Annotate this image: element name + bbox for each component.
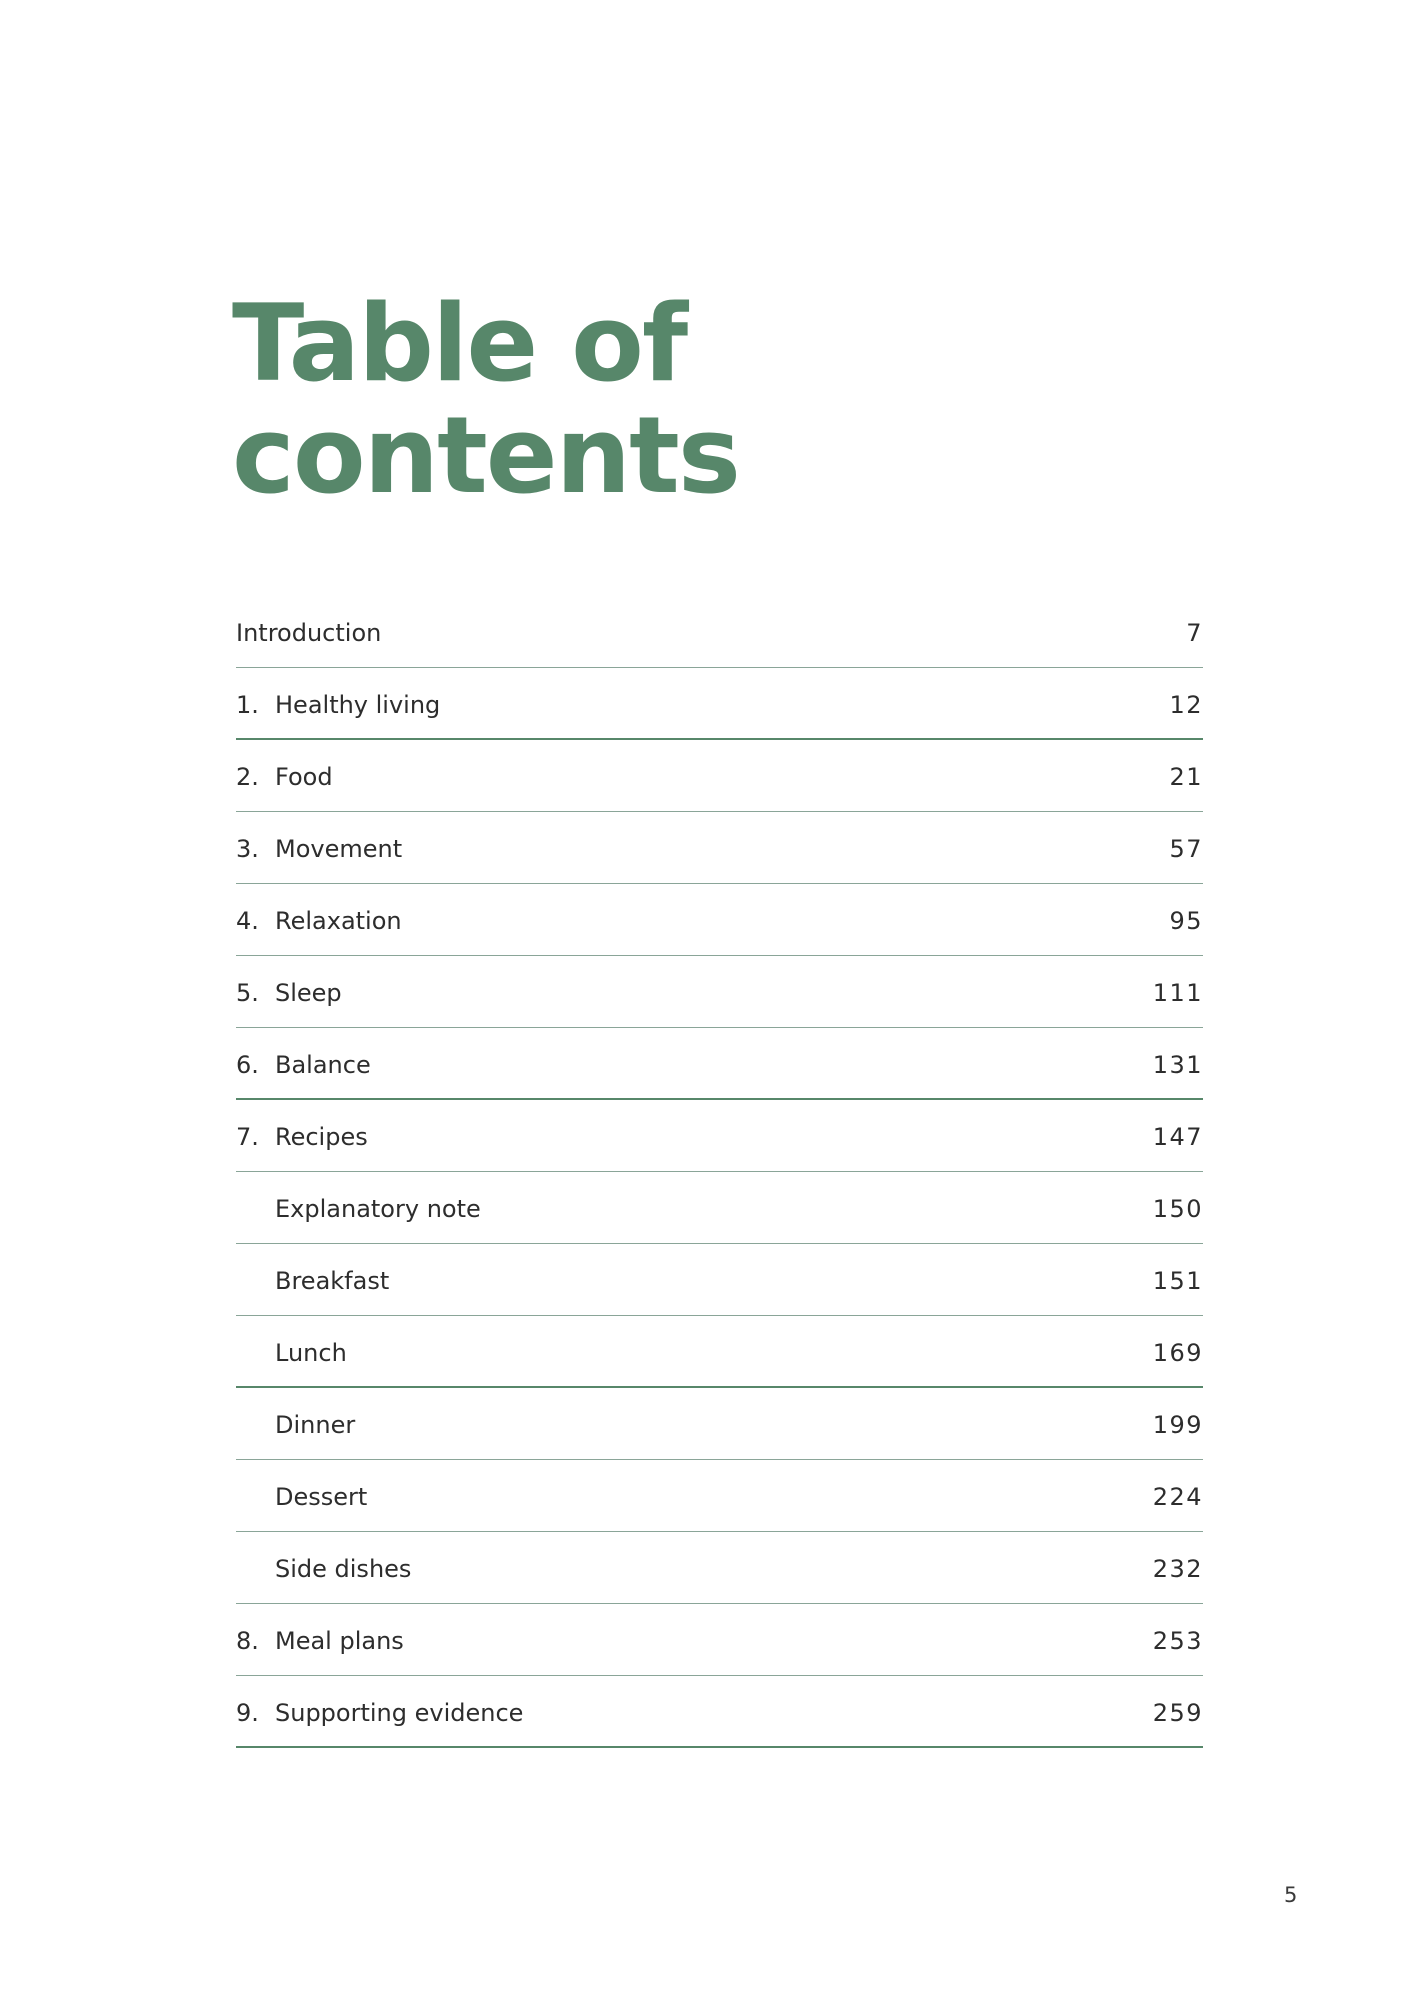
toc-entry-label: Dinner (275, 1411, 356, 1439)
toc-entry-page: 7 (1186, 619, 1203, 647)
page-number: 5 (1284, 1883, 1298, 1907)
toc-entry-label: Recipes (275, 1123, 368, 1151)
toc-entry-number: 6. (236, 1051, 259, 1079)
toc-entry-page: 150 (1152, 1195, 1203, 1223)
toc-entry-page: 131 (1152, 1051, 1203, 1079)
toc-entry-page: 259 (1152, 1699, 1203, 1727)
toc-entry-label: Healthy living (275, 691, 441, 719)
toc-entry-label: Breakfast (275, 1267, 390, 1295)
toc-entry-page: 21 (1169, 763, 1203, 791)
toc-entry-page: 95 (1169, 907, 1203, 935)
toc-entry-page: 57 (1169, 835, 1203, 863)
toc-entry-sleep[interactable] (236, 956, 1203, 1028)
toc-entry-label: Food (275, 763, 333, 791)
toc-entry-relaxation[interactable] (236, 884, 1203, 956)
toc-entry-label: Dessert (275, 1483, 368, 1511)
title-line-2: contents (232, 394, 739, 517)
toc-entry-breakfast[interactable] (236, 1244, 1203, 1316)
toc-entry-food[interactable] (236, 740, 1203, 812)
toc-entry-number: 7. (236, 1123, 259, 1151)
toc-entry-number: 9. (236, 1699, 259, 1727)
toc-entry-number: 3. (236, 835, 259, 863)
toc-entry-label: Explanatory note (275, 1195, 481, 1223)
toc-entry-number: 8. (236, 1627, 259, 1655)
toc-entry-label: Balance (275, 1051, 371, 1079)
toc-entry-dessert[interactable] (236, 1460, 1203, 1532)
toc-entry-page: 147 (1152, 1123, 1203, 1151)
toc-entry-number: 4. (236, 907, 259, 935)
toc-entry-page: 151 (1152, 1267, 1203, 1295)
toc-entry-label: Relaxation (275, 907, 402, 935)
toc-entry-page: 199 (1152, 1411, 1203, 1439)
toc-entry-recipes[interactable] (236, 1100, 1203, 1172)
title-line-1: Table of (232, 282, 687, 405)
toc-entry-label: Lunch (275, 1339, 347, 1367)
toc-entry-introduction[interactable] (236, 596, 1203, 668)
toc-entry-supporting-evidence[interactable] (236, 1676, 1203, 1748)
toc-entry-healthy-living[interactable] (236, 668, 1203, 740)
toc-entry-movement[interactable] (236, 812, 1203, 884)
toc-entry-page: 253 (1152, 1627, 1203, 1655)
toc-entry-meal-plans[interactable] (236, 1604, 1203, 1676)
toc-entry-page: 12 (1169, 691, 1203, 719)
toc-entry-number: 1. (236, 691, 259, 719)
toc-entry-number: 2. (236, 763, 259, 791)
toc-entry-page: 224 (1152, 1483, 1203, 1511)
toc-entry-label: Movement (275, 835, 403, 863)
toc-entry-page: 111 (1152, 979, 1203, 1007)
toc-list (236, 596, 1203, 1748)
toc-entry-label: Introduction (236, 619, 382, 647)
toc-entry-balance[interactable] (236, 1028, 1203, 1100)
page-title (232, 282, 739, 517)
toc-entry-page: 169 (1152, 1339, 1203, 1367)
toc-entry-side-dishes[interactable] (236, 1532, 1203, 1604)
toc-entry-label: Meal plans (275, 1627, 404, 1655)
toc-entry-lunch[interactable] (236, 1316, 1203, 1388)
toc-entry-number: 5. (236, 979, 259, 1007)
toc-entry-dinner[interactable] (236, 1388, 1203, 1460)
toc-entry-explanatory-note[interactable] (236, 1172, 1203, 1244)
toc-entry-label: Side dishes (275, 1555, 412, 1583)
toc-entry-label: Sleep (275, 979, 342, 1007)
toc-entry-page: 232 (1152, 1555, 1203, 1583)
toc-entry-label: Supporting evidence (275, 1699, 524, 1727)
